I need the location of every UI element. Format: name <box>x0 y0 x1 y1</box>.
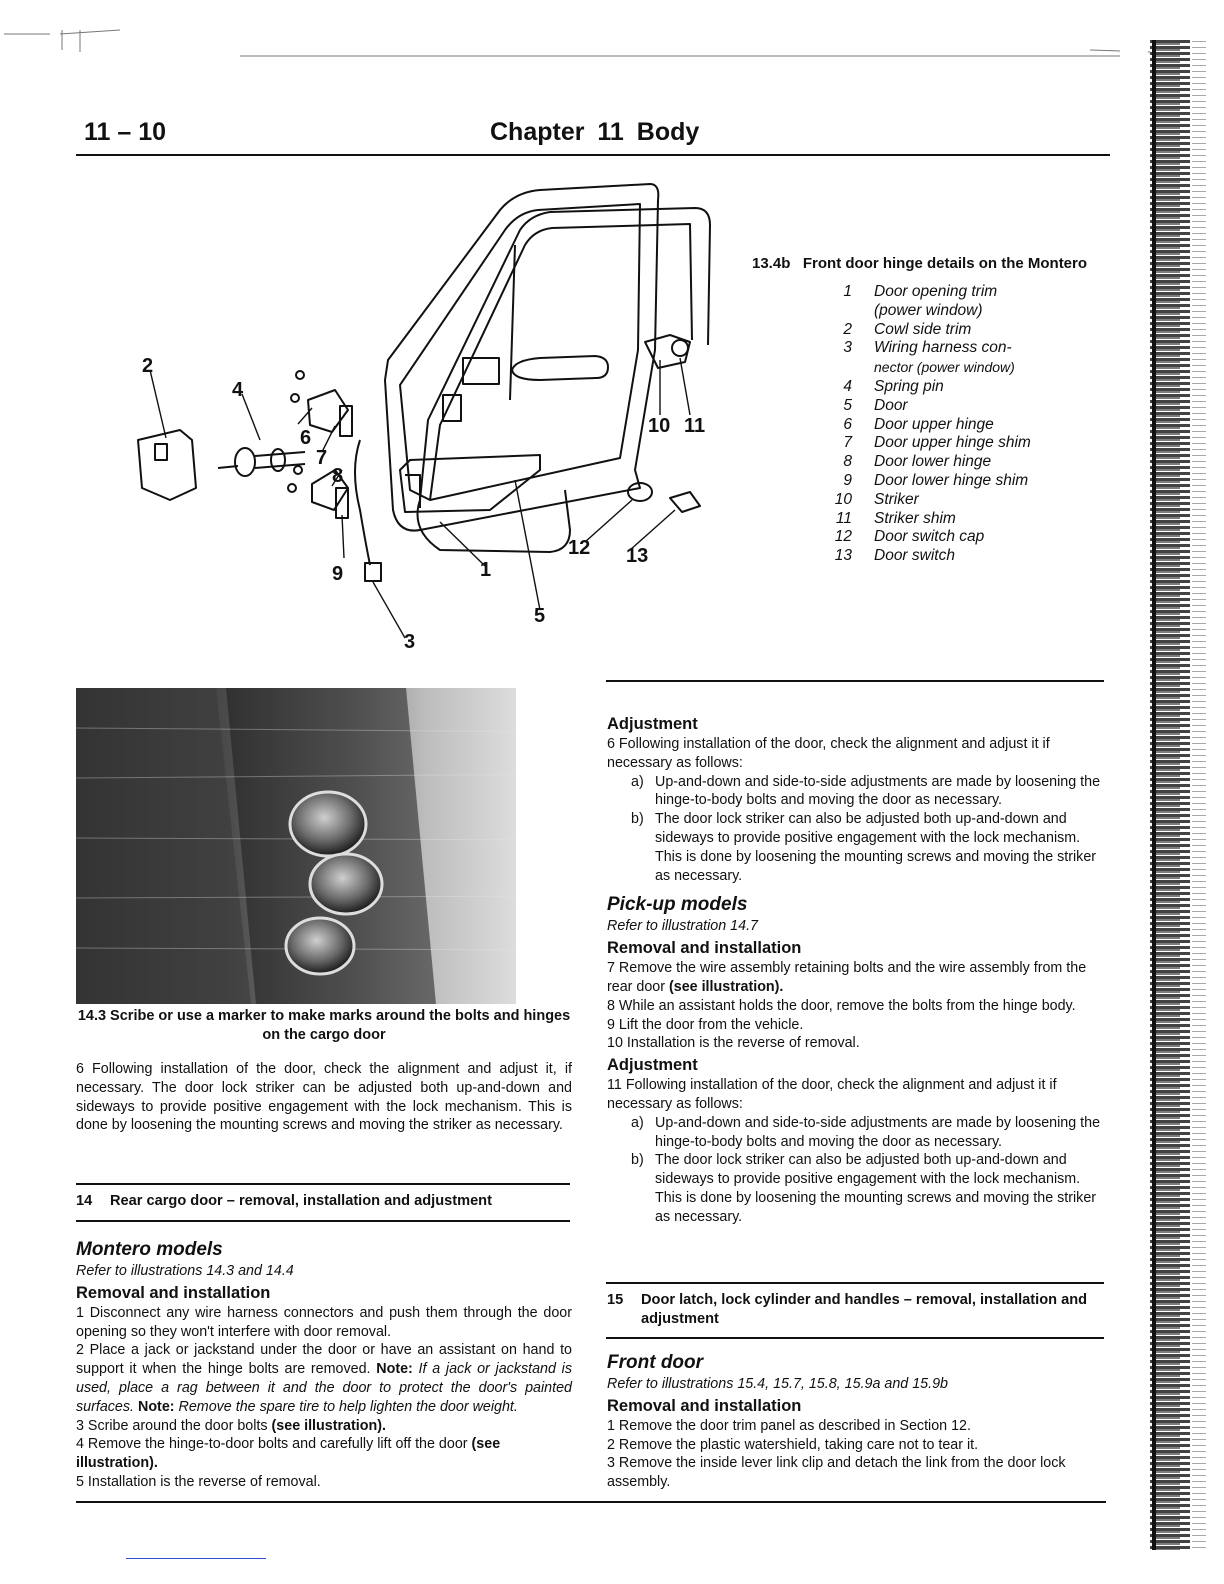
left-column-body <box>76 1232 572 1492</box>
legend-item: 10 Striker <box>834 490 919 508</box>
right-column-body <box>607 1345 1107 1492</box>
front-door-heading: Front door <box>607 1352 704 1373</box>
scan-edge-artifact <box>1120 40 1224 1550</box>
section-14-heading: 14 Rear cargo door – removal, installation and adjustment <box>76 1193 492 1209</box>
section-15-heading: 15 Door latch, lock cylinder and handles – removal, installation and adjustment <box>607 1292 1088 1327</box>
step: 8 While an assistant holds the door, remove the bolts from the hinge body. <box>607 997 1076 1014</box>
step: 4 Remove the hinge-to-door bolts and carefully lift off the door (see illustration). <box>76 1436 501 1472</box>
header-rule <box>76 154 1110 156</box>
legend-item: 5 Door <box>843 396 908 414</box>
scan-mark <box>126 1558 266 1559</box>
callout-9: 9 <box>332 563 344 585</box>
pickup-heading: Pick-up models <box>607 894 748 916</box>
removal-heading: Removal and installation <box>607 1396 802 1415</box>
callout-8: 8 <box>332 465 344 487</box>
sub-item: b) The door lock striker can also be adjusted both up-and-down and sideways to provide positive engagement with the lock mechanism. This is done by loosening the mounting screws and moving the striker as necessary. <box>631 811 1097 884</box>
left-column <box>76 1060 572 1135</box>
legend-item: 12 Door switch cap <box>834 528 985 546</box>
legend-item: 6 Door upper hinge <box>843 415 994 433</box>
figure-13-4b-legend <box>826 283 1086 566</box>
callout-2: 2 <box>142 355 154 377</box>
legend-item: 9 Door lower hinge shim <box>843 471 1029 489</box>
callout-3: 3 <box>404 631 416 653</box>
removal-heading: Removal and installation <box>76 1283 271 1302</box>
scan-artifacts <box>0 0 1224 70</box>
step: 3 Remove the inside lever link clip and detach the link from the door lock assembly. <box>607 1455 1066 1491</box>
legend-item: 8 Door lower hinge <box>843 453 992 471</box>
callout-12: 12 <box>568 537 591 559</box>
paragraph: 6 Following installation of the door, check the alignment and adjust it, if necessary. The door lock striker can be adjusted both up-and-down and sideways to provide positive engagement with the lock mechanism. This is done by loosening the mounting screws and moving the striker as necessary. <box>76 1061 572 1134</box>
legend-item: 1 Door opening trim (power window) <box>843 283 998 319</box>
cowl-side-trim <box>138 430 196 500</box>
callout-1: 1 <box>480 559 492 581</box>
callout-5: 5 <box>534 605 546 627</box>
chapter-title: Chapter 11 Body <box>490 118 700 146</box>
paragraph: 6 Following installation of the door, check the alignment and adjust it if necessary as follows: <box>607 736 1050 771</box>
legend-item: 4 Spring pin <box>843 377 944 395</box>
section-rule <box>606 1337 1104 1339</box>
callout-10: 10 <box>648 415 671 437</box>
step: 5 Installation is the reverse of removal. <box>76 1473 321 1490</box>
callout-11: 11 <box>684 415 706 437</box>
door-frame <box>385 184 658 531</box>
legend-item: 7 Door upper hinge shim <box>843 434 1031 452</box>
footer-rule <box>76 1501 1106 1503</box>
legend-item: 2 Cowl side trim <box>843 320 972 338</box>
step: 3 Scribe around the door bolts (see illustration). <box>76 1417 386 1434</box>
sub-item: a) Up-and-down and side-to-side adjustments are made by loosening the hinge-to-body bolts and moving the door as necessary. <box>631 773 1101 809</box>
section-rule <box>76 1220 570 1222</box>
adjustment-heading: Adjustment <box>607 1056 698 1075</box>
page-number: 11 – 10 <box>84 118 167 146</box>
callout-13: 13 <box>626 545 649 567</box>
callout-7: 7 <box>316 447 328 469</box>
front-door-ref: Refer to illustrations 15.4, 15.7, 15.8, 15.9a and 15.9b <box>607 1376 948 1392</box>
sub-item: b) The door lock striker can also be adjusted both up-and-down and sideways to provide positive engagement with the lock mechanism. This is done by loosening the mounting screws and moving the striker as necessary. <box>631 1152 1097 1225</box>
step: 1 Remove the door trim panel as described in Section 12. <box>607 1417 971 1434</box>
figure-14-3-caption: 14.3 Scribe or use a marker to make marks around the bolts and hinges on the cargo door <box>77 1008 571 1043</box>
right-column <box>607 712 1107 1227</box>
cargo-door-hinge-photo <box>76 688 576 1004</box>
section-rule <box>76 1183 570 1185</box>
step: 9 Lift the door from the vehicle. <box>607 1016 804 1033</box>
sub-item: a) Up-and-down and side-to-side adjustments are made by loosening the hinge-to-body bolts and moving the door as necessary. <box>631 1114 1101 1150</box>
section-rule <box>606 1282 1104 1284</box>
figure-13-4b-caption: 13.4b Front door hinge details on the Montero <box>752 255 1088 272</box>
callout-6: 6 <box>300 427 312 449</box>
callout-4: 4 <box>232 379 244 401</box>
legend-item: 3 Wiring harness con- nector (power window) <box>843 339 1015 376</box>
paragraph: 11 Following installation of the door, check the alignment and adjust it if necessary as follows: <box>607 1077 1057 1112</box>
step: 10 Installation is the reverse of removal. <box>607 1035 860 1052</box>
montero-ref: Refer to illustrations 14.3 and 14.4 <box>76 1263 294 1279</box>
adjustment-heading: Adjustment <box>607 715 698 733</box>
step: 2 Remove the plastic watershield, taking care not to tear it. <box>607 1436 979 1453</box>
pickup-ref: Refer to illustration 14.7 <box>607 918 758 935</box>
door-hinge-diagram <box>120 170 720 660</box>
montero-heading: Montero models <box>76 1239 223 1260</box>
step: 2 Place a jack or jackstand under the door or have an assistant on hand to support it when the hinge bolts are removed. Note: If a jack or jackstand is used, place a rag between it and the door to protect the door's painted surfaces. Note: Remove the spare tire to help lighten the door weight. <box>76 1342 572 1415</box>
column-rule <box>606 680 1104 682</box>
legend-item: 13 Door switch <box>834 547 955 565</box>
step: 7 Remove the wire assembly retaining bolts and the wire assembly from the rear door (see illustration). <box>607 960 1087 995</box>
removal-heading: Removal and installation <box>607 939 802 958</box>
step: 1 Disconnect any wire harness connectors and push them through the door opening so they won't interfere with door removal. <box>76 1304 572 1340</box>
legend-item: 11 Striker shim <box>835 509 956 527</box>
